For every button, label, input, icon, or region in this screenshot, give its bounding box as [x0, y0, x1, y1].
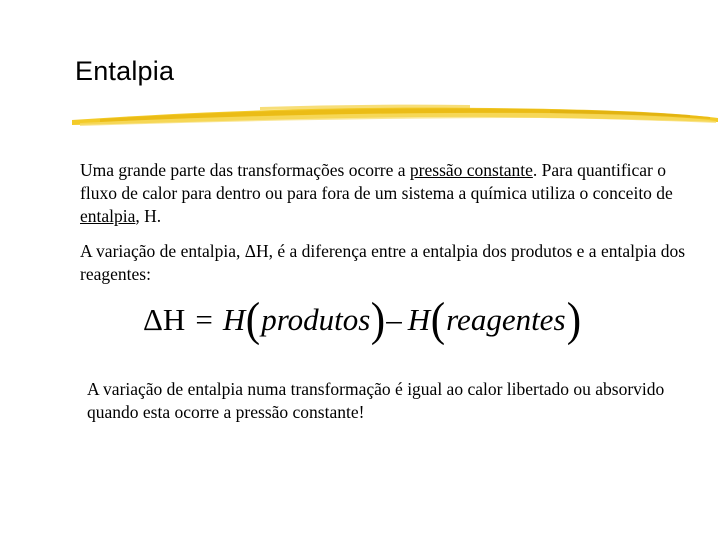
- equation-products: produtos: [261, 302, 371, 337]
- equation-minus: –: [386, 302, 402, 337]
- slide-title: Entalpia: [75, 56, 175, 86]
- equation-close-paren: ): [371, 293, 386, 346]
- equation-close-paren: ): [566, 293, 581, 346]
- equation-reagents: reagentes: [446, 302, 566, 337]
- entalpia-link[interactable]: entalpia: [80, 206, 136, 226]
- equation-lhs: ΔH: [143, 302, 186, 337]
- pressao-constante-link[interactable]: pressão constante: [409, 160, 533, 180]
- equation-h-products: H: [222, 302, 246, 337]
- title-underline-brushstroke: [70, 100, 720, 132]
- paragraph-text: . Para quantificar o fluxo de calor para dentro ou para fora de um sistema a química utiliza o conceito de: [80, 160, 673, 203]
- paragraph-text: Uma grande parte das transformações ocorre a: [80, 160, 410, 180]
- enthalpy-equation: [143, 293, 582, 346]
- equation-open-paren: (: [246, 293, 261, 346]
- equation-equals: =: [195, 302, 213, 337]
- equation-h-reagents: H: [407, 302, 431, 337]
- equation-open-paren: (: [430, 293, 446, 346]
- paragraph-calor: A variação de entalpia numa transformação é igual ao calor libertado ou absorvido quando esta ocorre a pressão constante!: [87, 379, 665, 422]
- paragraph-text: , H.: [135, 206, 162, 226]
- paragraph-variacao-entalpia: A variação de entalpia, ΔH, é a diferença entre a entalpia dos produtos e a entalpia dos reagentes:: [80, 241, 686, 284]
- paragraph-pressao-entalpia: [80, 159, 690, 228]
